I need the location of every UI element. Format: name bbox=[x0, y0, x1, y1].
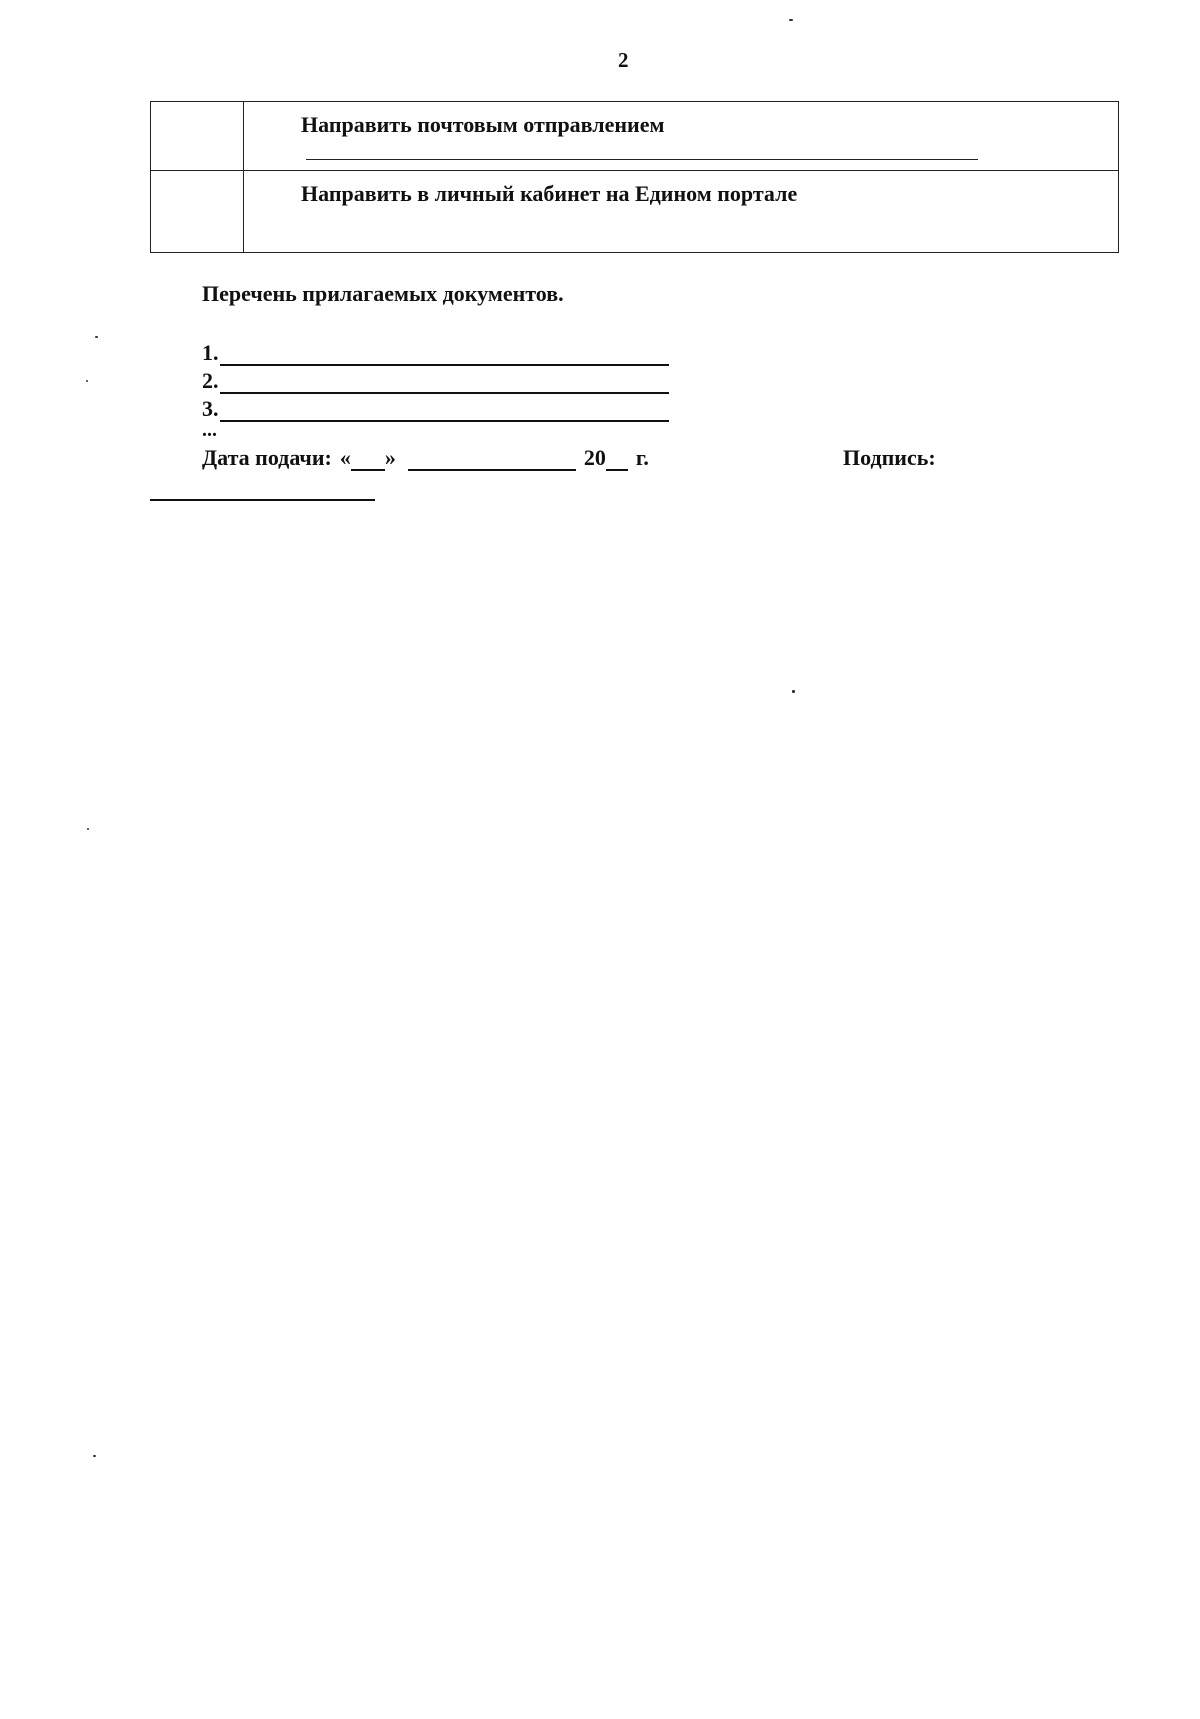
scan-speck bbox=[95, 336, 98, 338]
scan-speck bbox=[87, 828, 89, 830]
delivery-option-row bbox=[151, 171, 1119, 253]
month-blank-field[interactable] bbox=[408, 449, 576, 471]
attachment-blank-field[interactable] bbox=[220, 344, 669, 366]
attachments-more: ... bbox=[202, 419, 217, 441]
scan-speck bbox=[792, 690, 795, 693]
option-checkbox-cell[interactable] bbox=[151, 171, 244, 253]
date-label: Дата подачи: bbox=[202, 445, 332, 470]
option-label-portal: Направить в личный кабинет на Едином портале bbox=[301, 181, 798, 206]
open-quote: « bbox=[339, 445, 351, 470]
year-blank-field[interactable] bbox=[606, 449, 628, 471]
page-number: 2 bbox=[618, 48, 629, 72]
scan-speck bbox=[789, 19, 793, 21]
attachment-item bbox=[202, 366, 669, 394]
signature-label: Подпись: bbox=[843, 445, 936, 470]
attachment-item bbox=[202, 338, 669, 366]
year-suffix: г. bbox=[635, 445, 649, 470]
option-underline bbox=[306, 159, 978, 160]
close-quote: » bbox=[384, 445, 396, 470]
submission-date-row bbox=[202, 445, 649, 471]
option-checkbox-cell[interactable] bbox=[151, 102, 244, 171]
attachments-list bbox=[202, 338, 669, 422]
signature-blank-field[interactable] bbox=[150, 499, 375, 501]
option-label-cell bbox=[244, 102, 1119, 171]
option-label-mail: Направить почтовым отправлением bbox=[301, 112, 665, 137]
attachments-title: Перечень прилагаемых документов. bbox=[202, 281, 564, 306]
attachment-blank-field[interactable] bbox=[220, 372, 669, 394]
delivery-option-row bbox=[151, 102, 1119, 171]
day-blank-field[interactable] bbox=[351, 449, 385, 471]
attachment-number: 3. bbox=[202, 396, 219, 421]
attachment-blank-field[interactable] bbox=[220, 400, 669, 422]
year-prefix: 20 bbox=[583, 445, 606, 470]
attachment-number: 2. bbox=[202, 368, 219, 393]
option-label-cell bbox=[244, 171, 1119, 253]
delivery-options-table bbox=[150, 101, 1119, 253]
scan-speck bbox=[93, 1455, 96, 1457]
attachment-item bbox=[202, 394, 669, 422]
attachment-number: 1. bbox=[202, 340, 219, 365]
scan-speck bbox=[86, 380, 88, 382]
